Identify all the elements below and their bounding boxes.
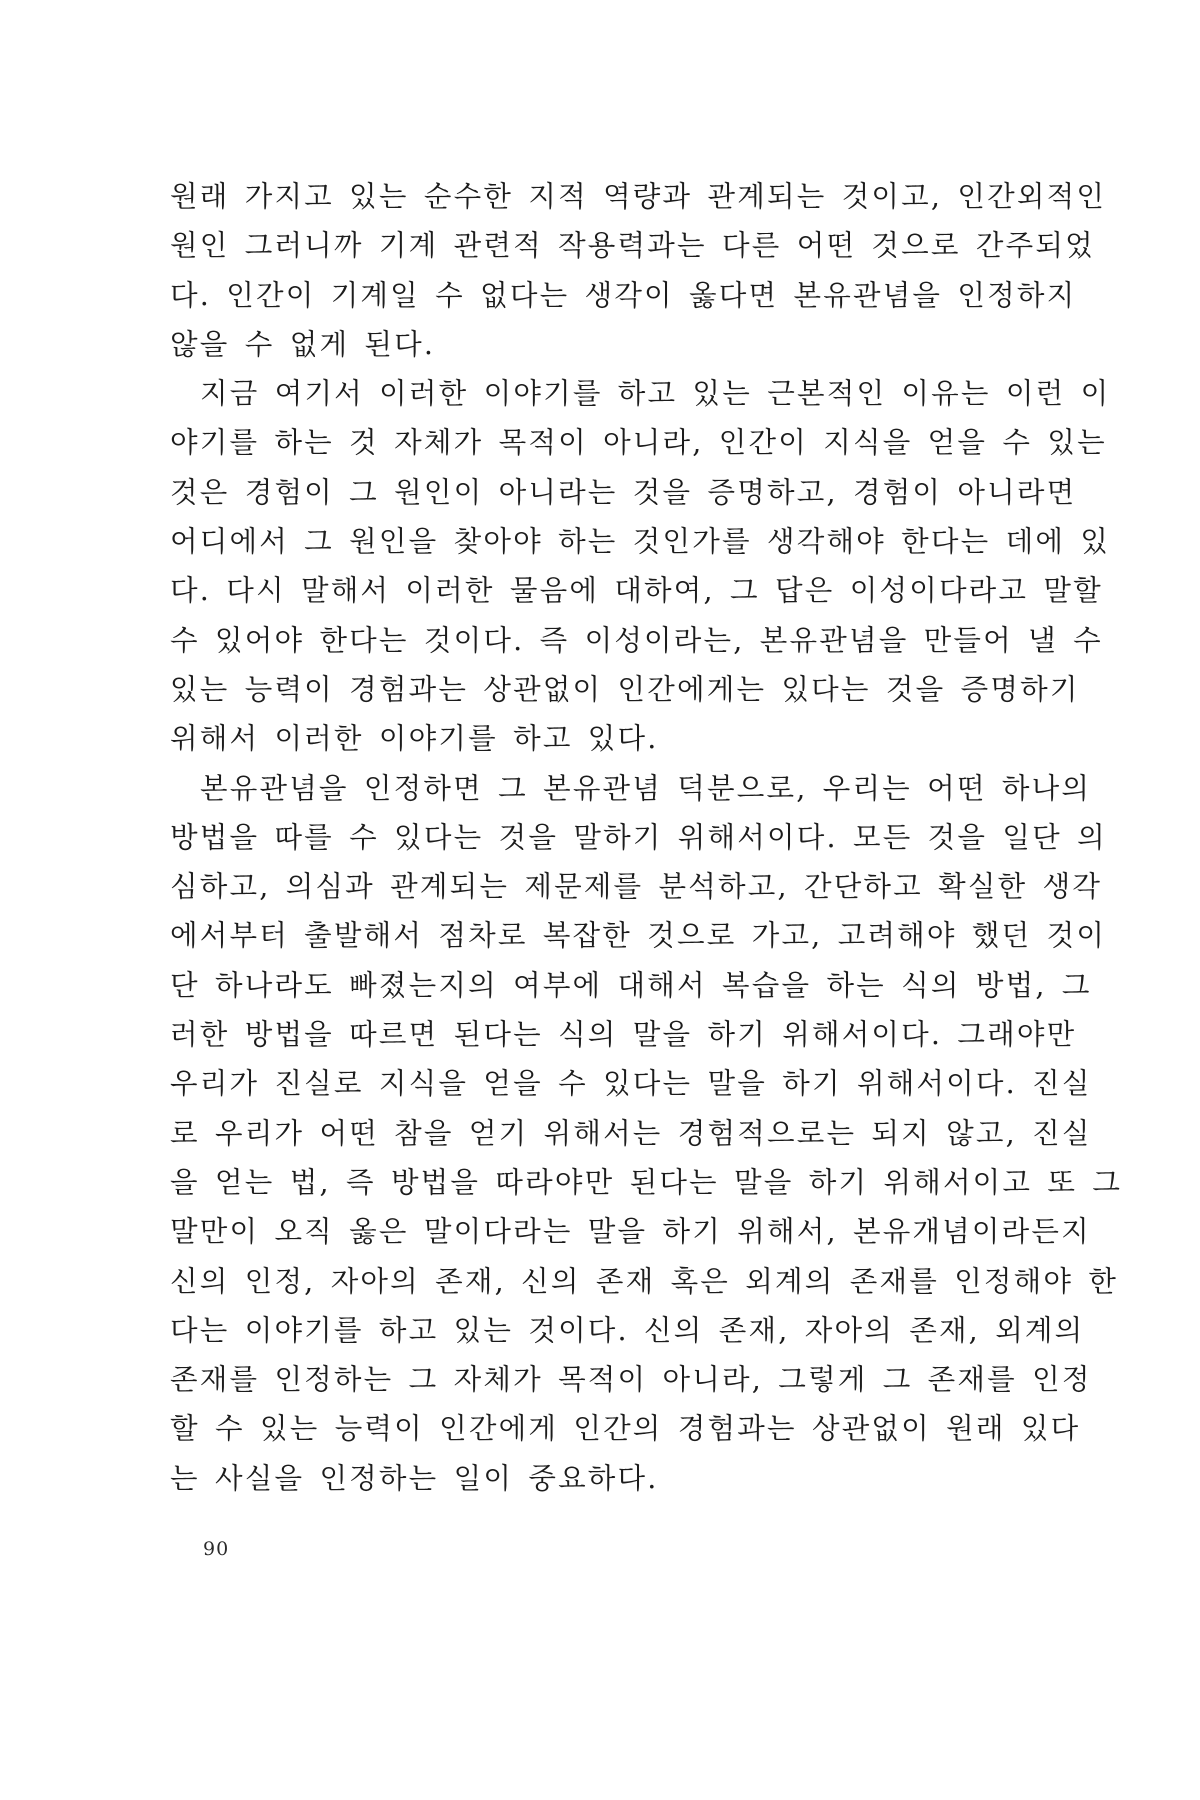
text-line: 심하고, 의심과 관계되는 제문제를 분석하고, 간단하고 확실한 생각	[170, 870, 1103, 904]
text-line: 수 있어야 한다는 것이다. 즉 이성이라는, 본유관념을 만들어 낼 수	[170, 623, 1103, 657]
text-line: 지금 여기서 이러한 이야기를 하고 있는 근본적인 이유는 이런 이	[200, 377, 1111, 411]
text-line: 는 사실을 인정하는 일이 중요하다.	[170, 1461, 659, 1495]
text-line: 방법을 따를 수 있다는 것을 말하기 위해서이다. 모든 것을 일단 의	[170, 820, 1107, 854]
text-line: 에서부터 출발해서 점차로 복잡한 것으로 가고, 고려해야 했던 것이	[170, 919, 1107, 953]
text-line: 할 수 있는 능력이 인간에게 인간의 경험과는 상관없이 원래 있다	[170, 1412, 1081, 1446]
text-line: 단 하나라도 빠졌는지의 여부에 대해서 복습을 하는 식의 방법, 그	[170, 968, 1092, 1002]
text-line: 것은 경험이 그 원인이 아니라는 것을 증명하고, 경험이 아니라면	[170, 475, 1077, 509]
text-line: 신의 인정, 자아의 존재, 신의 존재 혹은 외계의 존재를 인정해야 한	[170, 1264, 1119, 1298]
text-line: 있는 능력이 경험과는 상관없이 인간에게는 있다는 것을 증명하기	[170, 672, 1080, 706]
text-line: 존재를 인정하는 그 자체가 목적이 아니라, 그렇게 그 존재를 인정	[170, 1363, 1092, 1397]
text-line: 않을 수 없게 된다.	[170, 327, 436, 361]
text-line: 다는 이야기를 하고 있는 것이다. 신의 존재, 자아의 존재, 외계의	[170, 1313, 1085, 1347]
text-line: 우리가 진실로 지식을 얻을 수 있다는 말을 하기 위해서이다. 진실	[170, 1067, 1092, 1101]
text-line: 원래 가지고 있는 순수한 지적 역량과 관계되는 것이고, 인간외적인	[170, 180, 1107, 213]
text-line: 말만이 오직 옳은 말이다라는 말을 하기 위해서, 본유개념이라든지	[170, 1215, 1091, 1249]
text-line: 로 우리가 어떤 참을 얻기 위해서는 경험적으로는 되지 않고, 진실	[170, 1116, 1092, 1150]
paragraph-1	[170, 172, 1107, 369]
paragraph-2	[170, 369, 1111, 763]
text-line: 다. 다시 말해서 이러한 물음에 대하여, 그 답은 이성이다라고 말할	[170, 574, 1103, 608]
text-line: 러한 방법을 따르면 된다는 식의 말을 하기 위해서이다. 그래야만	[170, 1018, 1077, 1052]
text-line: 원인 그러니까 기계 관련적 작용력과는 다른 어떤 것으로 간주되었	[170, 229, 1095, 263]
text-line: 어디에서 그 원인을 찾아야 하는 것인가를 생각해야 한다는 데에 있	[170, 525, 1111, 559]
text-line: 야기를 하는 것 자체가 목적이 아니라, 인간이 지식을 얻을 수 있는	[170, 426, 1107, 460]
page-number: 90	[203, 1538, 230, 1560]
text-line: 을 얻는 법, 즉 방법을 따라야만 된다는 말을 하기 위해서이고 또 그	[170, 1165, 1123, 1199]
body-text	[170, 172, 1123, 1503]
paragraph-3	[170, 764, 1123, 1503]
text-line: 위해서 이러한 이야기를 하고 있다.	[170, 722, 659, 756]
text-line: 다. 인간이 기계일 수 없다는 생각이 옳다면 본유관념을 인정하지	[170, 278, 1077, 312]
text-line: 본유관념을 인정하면 그 본유관념 덕분으로, 우리는 어떤 하나의	[200, 771, 1092, 805]
